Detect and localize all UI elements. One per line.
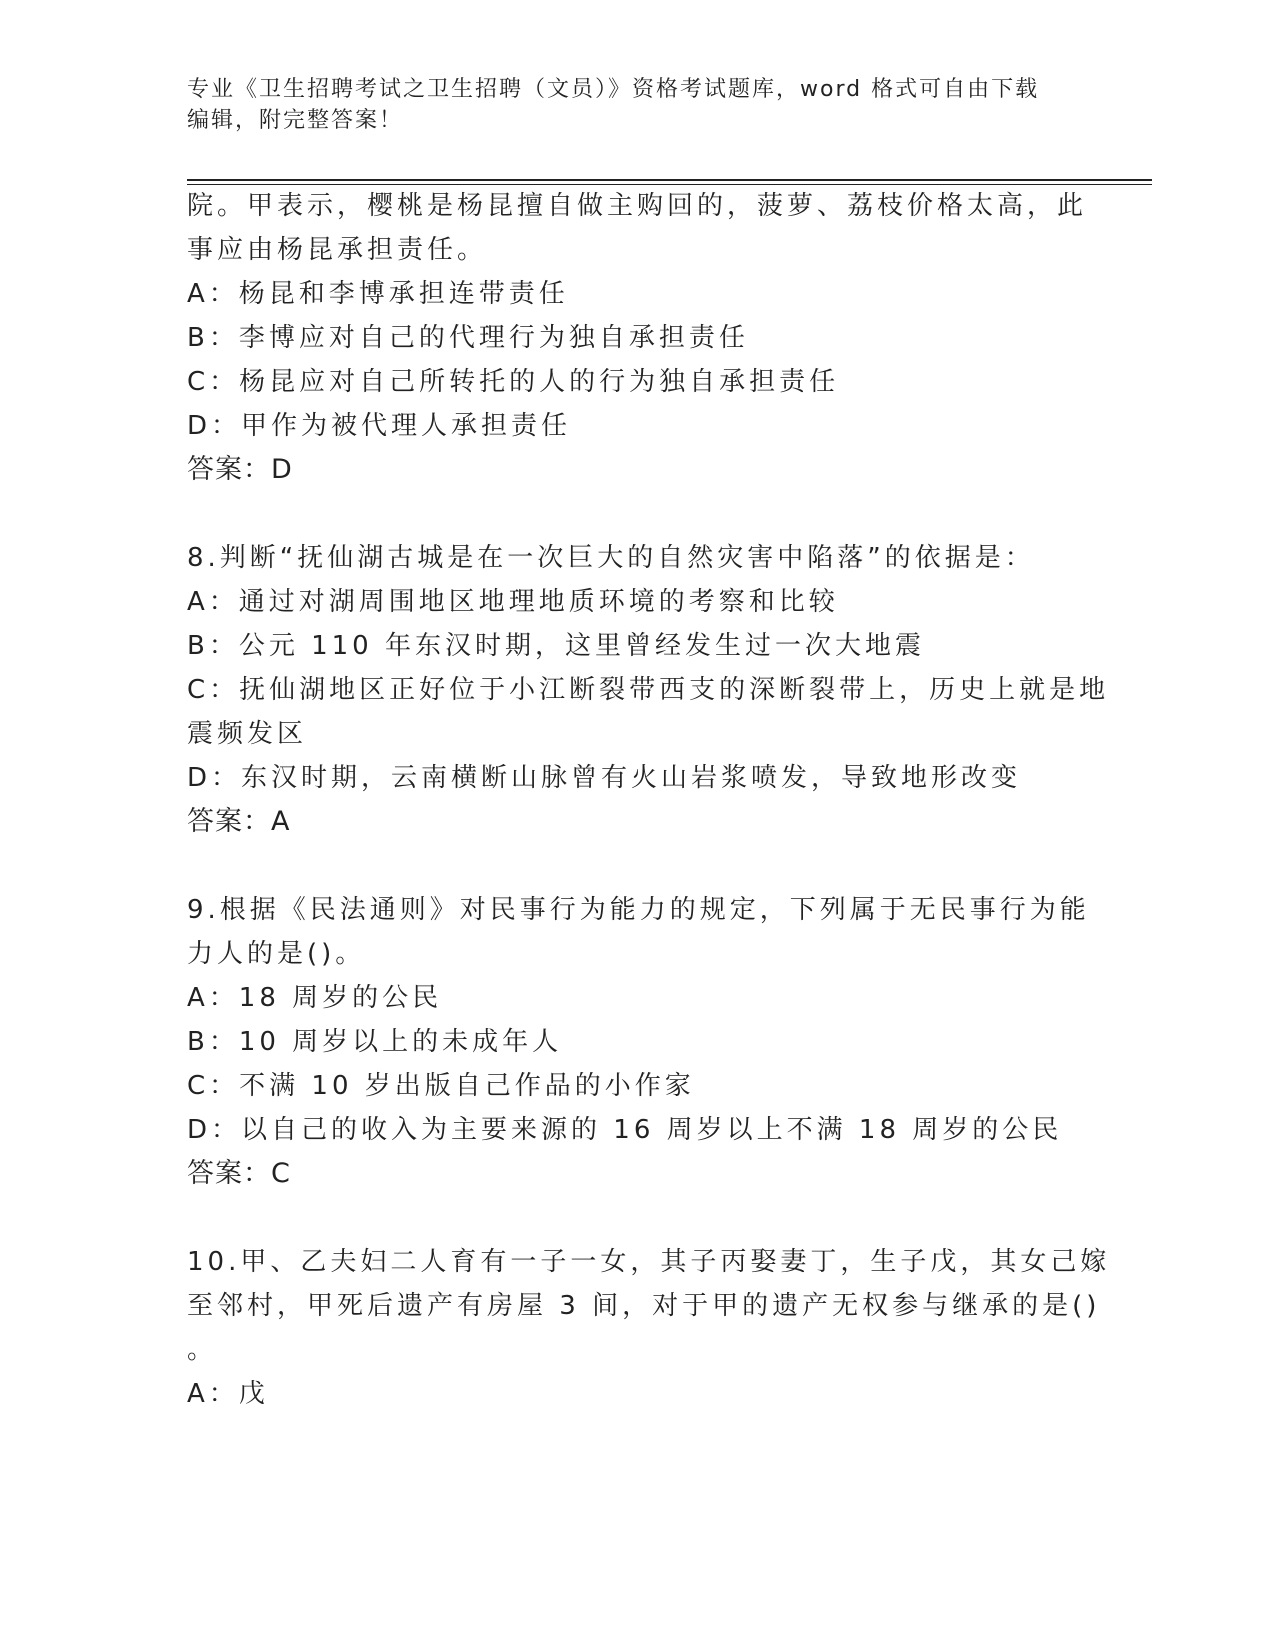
q9-stem-line-1: 9.根据《民法通则》对民事行为能力的规定，下列属于无民事行为能 <box>187 895 1090 925</box>
header-line-1: 专业《卫生招聘考试之卫生招聘（文员）》资格考试题库，word 格式可自由下载 <box>187 77 1040 102</box>
q9-option-b: B：10 周岁以上的未成年人 <box>187 1027 563 1057</box>
q9-answer: 答案：C <box>187 1158 291 1189</box>
q7-text-line-2: 事应由杨昆承担责任。 <box>187 235 488 265</box>
q9-option-c: C：不满 10 岁出版自己作品的小作家 <box>187 1071 695 1101</box>
q8-stem: 8.判断“抚仙湖古城是在一次巨大的自然灾害中陷落”的依据是： <box>187 543 1035 573</box>
q10-stem-line-2: 至邻村，甲死后遗产有房屋 3 间，对于甲的遗产无权参与继承的是() <box>187 1291 1101 1321</box>
q8-answer: 答案：A <box>187 806 291 837</box>
q8-option-c-continued: 震频发区 <box>187 719 308 749</box>
q9-stem-line-2: 力人的是()。 <box>187 939 366 969</box>
q10-option-a: A：戊 <box>187 1379 269 1409</box>
q8-option-b: B：公元 110 年东汉时期，这里曾经发生过一次大地震 <box>187 631 925 661</box>
header-line-2: 编辑，附完整答案！ <box>187 108 404 133</box>
q8-option-d: D：东汉时期，云南横断山脉曾有火山岩浆喷发，导致地形改变 <box>187 763 1022 793</box>
q7-text-line-1: 院。甲表示，樱桃是杨昆擅自做主购回的，菠萝、荔枝价格太高，此 <box>187 191 1088 221</box>
q7-option-c: C：杨昆应对自己所转托的人的行为独自承担责任 <box>187 367 840 397</box>
q10-stem-line-1: 10.甲、乙夫妇二人育有一子一女，其子丙娶妻丁，生子戊，其女己嫁 <box>187 1247 1111 1277</box>
q7-option-b: B：李博应对自己的代理行为独自承担责任 <box>187 323 749 353</box>
q8-option-c: C：抚仙湖地区正好位于小江断裂带西支的深断裂带上，历史上就是地 <box>187 675 1110 705</box>
header-divider-thin <box>187 184 1152 185</box>
q7-option-a: A：杨昆和李博承担连带责任 <box>187 279 569 309</box>
q9-option-d: D：以自己的收入为主要来源的 16 周岁以上不满 18 周岁的公民 <box>187 1115 1063 1145</box>
q7-answer: 答案：D <box>187 454 293 485</box>
q10-stem-line-3: 。 <box>187 1335 218 1365</box>
q8-option-a: A：通过对湖周围地区地理地质环境的考察和比较 <box>187 587 839 617</box>
header-divider <box>187 179 1152 181</box>
q9-option-a: A：18 周岁的公民 <box>187 983 443 1013</box>
document-header <box>187 74 1087 136</box>
q7-option-d: D：甲作为被代理人承担责任 <box>187 411 572 441</box>
